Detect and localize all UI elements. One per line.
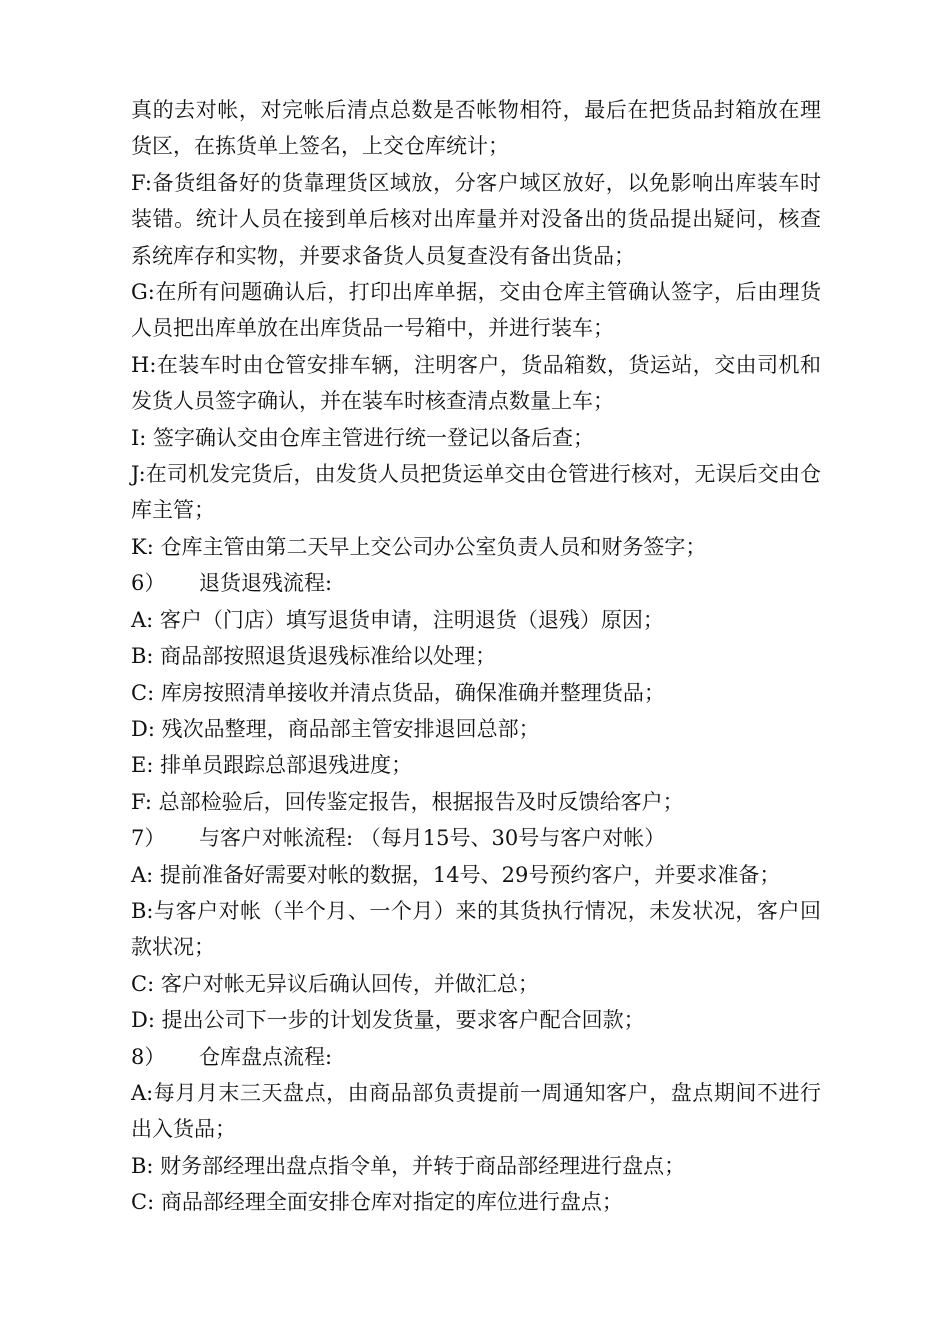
paragraph: F:备货组备好的货靠理货区域放，分客户域区放好，以免影响出库装车时装错。统计人员在接到单后核对出库量并对没备出的货品提出疑问，核查系统库存和实物，并要求备货人员复查没有备出货品； bbox=[131, 170, 821, 268]
list-item: B: 商品部按照退货退残标准给以处理； bbox=[131, 644, 497, 669]
list-item: D: 提出公司下一步的计划发货量，要求客户配合回款； bbox=[131, 1008, 645, 1033]
section-title: 仓库盘点流程: bbox=[199, 1044, 333, 1069]
section-number: 6） bbox=[131, 571, 166, 596]
list-item: A:每月月末三天盘点，由商品部负责提前一周通知客户，盘点期间不进行出入货品； bbox=[131, 1080, 821, 1142]
section-title: 与客户对帐流程: （每月15号、30号与客户对帐） bbox=[199, 826, 666, 851]
list-item: C: 库房按照清单接收并清点货品，确保准确并整理货品； bbox=[131, 680, 665, 705]
paragraph: 真的去对帐，对完帐后清点总数是否帐物相符，最后在把货品封箱放在理货区，在拣货单上签名，上交仓库统计； bbox=[131, 98, 821, 159]
list-item: B: 财务部经理出盘点指令单，并转于商品部经理进行盘点； bbox=[131, 1153, 686, 1178]
section-number: 8） bbox=[131, 1044, 166, 1069]
section-number: 7） bbox=[131, 826, 166, 851]
list-item: D: 残次品整理，商品部主管安排退回总部； bbox=[131, 716, 540, 741]
list-item: E: 排单员跟踪总部退残进度； bbox=[131, 753, 413, 778]
section-heading-8 bbox=[131, 1039, 821, 1075]
list-item: B:与客户对帐（半个月、一个月）来的其货执行情况，未发状况，客户回款状况； bbox=[131, 898, 821, 960]
paragraph: K: 仓库主管由第二天早上交公司办公室负责人员和财务签字； bbox=[131, 534, 707, 559]
list-item: A: 提前准备好需要对帐的数据，14号、29号预约客户，并要求准备； bbox=[131, 862, 781, 887]
section-heading-7 bbox=[131, 820, 821, 856]
section-heading-6 bbox=[131, 565, 821, 601]
section-title: 退货退残流程: bbox=[199, 571, 333, 596]
paragraph: I: 签字确认交由仓库主管进行统一登记以备后查； bbox=[131, 425, 595, 450]
list-item: A: 客户（门店）填写退货申请，注明退货（退残）原因； bbox=[131, 607, 664, 632]
list-item: C: 商品部经理全面安排仓库对指定的库位进行盘点； bbox=[131, 1190, 623, 1215]
paragraph: J:在司机发完货后，由发货人员把货运单交由仓管进行核对，无误后交由仓库主管； bbox=[131, 462, 821, 523]
list-item: F: 总部检验后，回传鉴定报告，根据报告及时反馈给客户； bbox=[131, 789, 684, 814]
paragraph: G:在所有问题确认后，打印出库单据，交由仓库主管确认签字，后由理货人员把出库单放在出库货品一号箱中，并进行装车； bbox=[131, 280, 821, 341]
list-item: C: 客户对帐无异议后确认回传，并做汇总； bbox=[131, 971, 539, 996]
paragraph: H:在装车时由仓管安排车辆，注明客户，货品箱数，货运站，交由司机和发货人员签字确认，并在装车时核查清点数量上车； bbox=[131, 352, 821, 414]
document-body bbox=[131, 92, 821, 1221]
